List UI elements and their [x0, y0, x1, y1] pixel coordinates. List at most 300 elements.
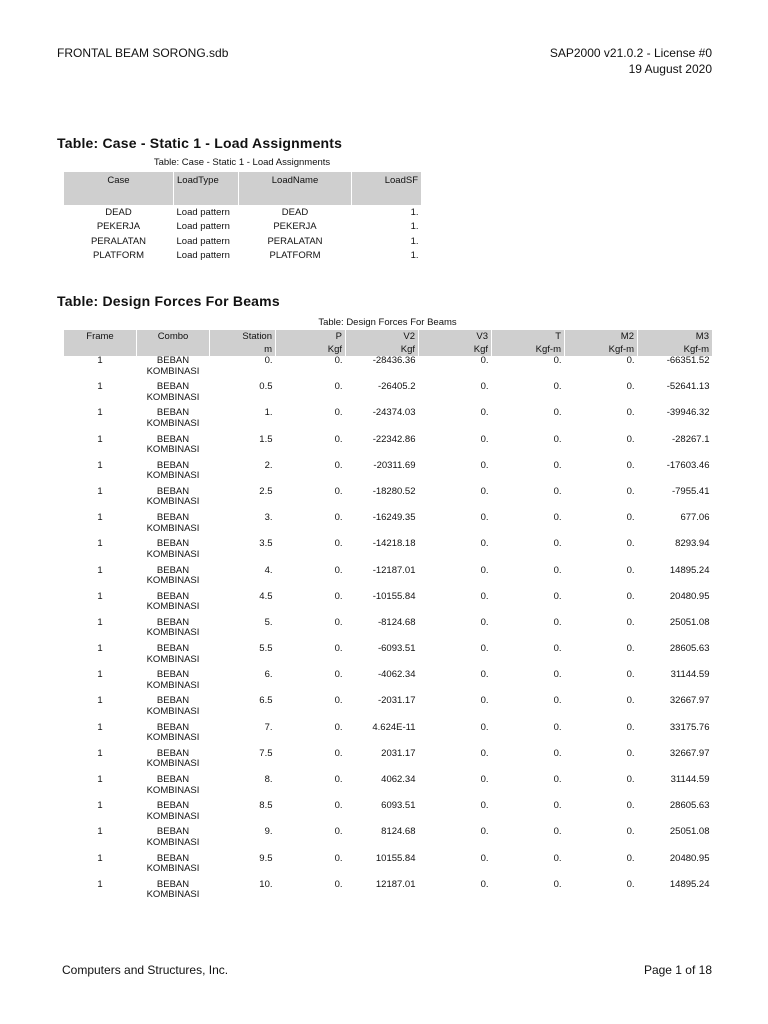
combo-line-2: KOMBINASI	[146, 836, 200, 848]
combo-line-1: BEBAN	[156, 800, 190, 812]
table-row	[64, 618, 713, 644]
combo-line-1: BEBAN	[156, 590, 190, 602]
load-assignments-heading: Table: Case - Static 1 - Load Assignments	[57, 135, 343, 151]
column-header: LoadSF	[352, 172, 422, 205]
table-cell: 0.	[264, 355, 273, 366]
table-cell: 32667.97	[669, 747, 710, 759]
table-cell: 0.	[480, 721, 489, 733]
unit-header: m	[210, 343, 276, 356]
combo-line-1: BEBAN	[156, 774, 190, 785]
table-row	[64, 461, 713, 487]
table-header-row	[64, 330, 713, 343]
table-cell: 1	[97, 355, 103, 366]
combo-line-2: KOMBINASI	[146, 496, 200, 508]
combo-line-1: BEBAN	[156, 695, 190, 707]
table-cell: 0.	[553, 538, 562, 550]
table-cell: -7955.41	[671, 485, 710, 497]
table-cell: 1	[97, 407, 103, 419]
table-cell: 1	[97, 643, 103, 655]
load-assignments-table	[63, 172, 422, 263]
column-header: P	[276, 330, 346, 343]
table-cell: -8124.68	[377, 616, 416, 628]
combo-cell	[137, 461, 210, 487]
table-cell: 1	[97, 669, 103, 681]
combo-line-2: KOMBINASI	[146, 575, 200, 586]
table-cell: 0.	[334, 774, 343, 785]
table-cell: 0.	[626, 721, 635, 733]
combo-line-2: KOMBINASI	[146, 732, 200, 744]
combo-line-1: BEBAN	[156, 878, 190, 890]
table-cell: 3.5	[259, 538, 273, 550]
table-cell: 0.	[626, 616, 635, 628]
table-cell: 0.	[553, 485, 562, 497]
table-cell: 6093.51	[381, 800, 416, 812]
combo-line-2: KOMBINASI	[146, 889, 200, 901]
column-header: Combo	[137, 330, 210, 343]
table-cell: -2031.17	[377, 695, 416, 707]
table-cell: 1	[97, 721, 103, 733]
table-cell: 4.5	[259, 590, 273, 602]
table-cell: 0.	[553, 355, 562, 366]
table-cell: 0.	[626, 878, 635, 890]
table-cell: 14895.24	[669, 878, 710, 890]
table-cell: -16249.35	[372, 512, 416, 524]
table-cell: 0.	[626, 774, 635, 785]
table-cell: 0.	[480, 590, 489, 602]
combo-line-1: BEBAN	[156, 747, 190, 759]
combo-cell	[137, 435, 210, 461]
table-cell: 0.	[626, 747, 635, 759]
table-cell: 0.	[553, 800, 562, 812]
table-cell: 1	[97, 459, 103, 471]
table-cell: 0.	[480, 355, 489, 366]
table-cell: 1	[97, 564, 103, 576]
table-cell: -18280.52	[372, 485, 416, 497]
table-cell: 1.	[410, 250, 419, 262]
table-cell: 20480.95	[669, 852, 710, 864]
combo-line-1: BEBAN	[156, 433, 190, 445]
combo-line-1: BEBAN	[156, 852, 190, 864]
table-row	[64, 644, 713, 670]
table-row	[64, 801, 713, 827]
table-cell: 0.	[334, 512, 343, 524]
table-cell: 0.	[480, 459, 489, 471]
table-cell: 1	[97, 747, 103, 759]
table-row	[64, 723, 713, 749]
table-cell: 0.	[626, 538, 635, 550]
table-cell: 1	[97, 852, 103, 864]
table-cell: PLATFORM	[269, 250, 321, 262]
table-cell: 0.	[480, 564, 489, 576]
table-cell: 0.	[480, 407, 489, 419]
table-cell: 1	[97, 381, 103, 393]
column-header: Case	[64, 172, 174, 205]
combo-line-2: KOMBINASI	[146, 679, 200, 691]
table-cell: 0.	[334, 485, 343, 497]
table-cell: 0.	[334, 459, 343, 471]
table-cell: 0.	[626, 459, 635, 471]
table-cell: 0.	[626, 826, 635, 838]
table-cell: 0.	[553, 643, 562, 655]
table-cell: 2.	[264, 459, 273, 471]
combo-line-2: KOMBINASI	[146, 365, 200, 377]
table-cell: 2.5	[259, 485, 273, 497]
table-row	[64, 775, 713, 801]
unit-header: Kgf	[346, 343, 419, 356]
combo-line-1: BEBAN	[156, 643, 190, 655]
combo-cell	[137, 592, 210, 618]
combo-line-1: BEBAN	[156, 381, 190, 393]
combo-line-1: BEBAN	[156, 538, 190, 550]
combo-line-2: KOMBINASI	[146, 758, 200, 770]
table-cell: 28605.63	[669, 643, 710, 655]
table-cell: 0.	[334, 669, 343, 681]
table-cell: 5.5	[259, 643, 273, 655]
table-cell: 0.	[334, 590, 343, 602]
combo-line-2: KOMBINASI	[146, 784, 200, 796]
table-cell: 10.	[259, 878, 273, 890]
table-cell: 0.	[334, 852, 343, 864]
table-cell: 0.	[480, 381, 489, 393]
combo-cell	[137, 670, 210, 696]
table-cell: 28605.63	[669, 800, 710, 812]
table-cell: 0.	[480, 616, 489, 628]
table-cell: 0.	[553, 774, 562, 785]
table-cell: 7.5	[259, 747, 273, 759]
table-cell: 0.	[626, 433, 635, 445]
combo-cell	[137, 775, 210, 801]
table-cell: 20480.95	[669, 590, 710, 602]
table-cell: 0.	[553, 852, 562, 864]
table-cell: 0.	[553, 407, 562, 419]
table-cell: 0.	[626, 852, 635, 864]
table-cell: 0.	[626, 485, 635, 497]
combo-cell	[137, 801, 210, 827]
table-row	[64, 234, 422, 249]
combo-line-2: KOMBINASI	[146, 863, 200, 875]
combo-line-1: BEBAN	[156, 485, 190, 497]
table-cell: 8.	[264, 774, 273, 785]
combo-cell	[137, 539, 210, 565]
table-cell: 0.	[553, 721, 562, 733]
company-name: Computers and Structures, Inc.	[62, 963, 229, 977]
table-cell: 0.	[553, 564, 562, 576]
table-cell: 0.	[334, 695, 343, 707]
combo-line-2: KOMBINASI	[146, 705, 200, 717]
table-cell: 0.	[553, 669, 562, 681]
table-cell: 0.	[334, 616, 343, 628]
file-name: FRONTAL BEAM SORONG.sdb	[57, 46, 229, 60]
table-cell: 12187.01	[375, 878, 416, 890]
table-cell: 0.	[480, 643, 489, 655]
column-header: Station	[210, 330, 276, 343]
table-row	[64, 854, 713, 880]
table-cell: 9.	[264, 826, 273, 838]
table-cell: -10155.84	[372, 590, 416, 602]
combo-cell	[137, 487, 210, 513]
table-cell: 0.	[626, 669, 635, 681]
table-cell: DEAD	[105, 206, 132, 218]
table-cell: 0.	[626, 564, 635, 576]
combo-cell	[137, 644, 210, 670]
table-cell: Load pattern	[176, 250, 230, 262]
table-cell: 0.	[553, 590, 562, 602]
combo-line-2: KOMBINASI	[146, 444, 200, 456]
table-cell: 0.	[626, 355, 635, 366]
table-cell: 6.	[264, 669, 273, 681]
table-cell: -66351.52	[666, 355, 710, 366]
table-cell: 1	[97, 774, 103, 785]
table-row	[64, 539, 713, 565]
table-cell: PERALATAN	[267, 235, 323, 247]
combo-cell	[137, 696, 210, 722]
table-cell: 0.	[334, 878, 343, 890]
table-row	[64, 205, 422, 220]
unit-header: Kgf-m	[638, 343, 713, 356]
program-info	[550, 45, 712, 77]
table-row	[64, 487, 713, 513]
table-cell: 1	[97, 512, 103, 524]
design-forces-caption: Table: Design Forces For Beams	[318, 317, 457, 328]
table-cell: 0.	[553, 747, 562, 759]
table-cell: -39946.32	[666, 407, 710, 419]
table-cell: 1.	[410, 206, 419, 218]
table-cell: 0.	[553, 616, 562, 628]
combo-line-1: BEBAN	[156, 407, 190, 419]
table-cell: 0.	[334, 747, 343, 759]
column-header: Frame	[64, 330, 137, 343]
table-row	[64, 880, 713, 906]
table-cell: 0.	[480, 878, 489, 890]
combo-cell	[137, 382, 210, 408]
table-cell: 0.	[626, 590, 635, 602]
table-cell: -6093.51	[377, 643, 416, 655]
table-cell: 10155.84	[375, 852, 416, 864]
table-cell: -28436.36	[372, 355, 416, 366]
table-cell: 0.	[334, 381, 343, 393]
table-cell: 25051.08	[669, 616, 710, 628]
combo-line-1: BEBAN	[156, 826, 190, 838]
table-cell: 0.	[334, 564, 343, 576]
table-cell: 0.	[480, 433, 489, 445]
table-cell: 1	[97, 433, 103, 445]
table-cell: 14895.24	[669, 564, 710, 576]
unit-header: Kgf	[276, 343, 346, 356]
table-cell: 6.5	[259, 695, 273, 707]
program-version: SAP2000 v21.0.2 - License #0	[549, 46, 712, 60]
table-row	[64, 408, 713, 434]
table-row	[64, 827, 713, 853]
table-cell: 1.	[264, 407, 273, 419]
table-cell: 1	[97, 538, 103, 550]
table-cell: -4062.34	[377, 669, 416, 681]
table-cell: 0.	[334, 800, 343, 812]
combo-line-1: BEBAN	[156, 564, 190, 576]
table-cell: 0.	[626, 512, 635, 524]
load-assignments-caption: Table: Case - Static 1 - Load Assignments	[153, 157, 331, 168]
table-cell: 1.5	[259, 433, 273, 445]
unit-header: Kgf-m	[492, 343, 565, 356]
table-cell: PERALATAN	[90, 235, 147, 247]
table-cell: 25051.08	[669, 826, 710, 838]
table-cell: 1.	[410, 221, 419, 233]
table-cell: 677.06	[680, 512, 710, 524]
table-cell: 0.	[334, 407, 343, 419]
table-cell: 0.	[334, 538, 343, 550]
table-cell: 1.	[410, 235, 419, 247]
combo-line-2: KOMBINASI	[146, 417, 200, 429]
table-cell: 0.	[480, 800, 489, 812]
table-cell: 0.	[480, 852, 489, 864]
table-cell: 1	[97, 616, 103, 628]
table-cell: 0.	[334, 355, 343, 366]
report-date: 19 August 2020	[628, 62, 712, 76]
table-cell: 4062.34	[381, 774, 416, 785]
table-cell: 5.	[264, 616, 273, 628]
table-cell: 1	[97, 590, 103, 602]
table-row	[64, 670, 713, 696]
table-cell: 0.	[626, 695, 635, 707]
combo-line-2: KOMBINASI	[146, 653, 200, 665]
table-cell: 31144.59	[670, 669, 710, 681]
table-cell: Load pattern	[176, 206, 230, 218]
column-header: M3	[638, 330, 713, 343]
combo-cell	[137, 618, 210, 644]
combo-cell	[137, 880, 210, 906]
combo-line-2: KOMBINASI	[146, 470, 200, 482]
table-row	[64, 220, 422, 235]
table-row	[64, 435, 713, 461]
table-cell: 0.	[480, 695, 489, 707]
table-cell: Load pattern	[176, 221, 230, 233]
table-cell: Load pattern	[176, 235, 230, 247]
table-cell: -14218.18	[372, 538, 416, 550]
table-cell: 0.	[553, 433, 562, 445]
combo-line-2: KOMBINASI	[146, 522, 200, 534]
table-cell: 0.	[480, 669, 489, 681]
table-cell: 0.	[553, 512, 562, 524]
table-cell: -22342.86	[372, 433, 416, 445]
table-cell: 8.5	[259, 800, 273, 812]
unit-header: Kgf	[419, 343, 492, 356]
combo-cell	[137, 513, 210, 539]
table-cell: 0.	[480, 826, 489, 838]
table-cell: 0.	[553, 459, 562, 471]
table-cell: 1	[97, 826, 103, 838]
combo-line-2: KOMBINASI	[146, 627, 200, 639]
column-header: V2	[346, 330, 419, 343]
table-cell: 0.	[626, 800, 635, 812]
table-cell: -20311.69	[373, 459, 416, 471]
table-cell: 0.	[334, 643, 343, 655]
combo-line-1: BEBAN	[156, 721, 190, 733]
table-cell: 0.	[553, 878, 562, 890]
table-cell: 31144.59	[670, 774, 710, 785]
combo-line-1: BEBAN	[156, 616, 190, 628]
design-forces-heading: Table: Design Forces For Beams	[57, 293, 280, 309]
table-cell: -12187.01	[372, 564, 416, 576]
page-number: Page 1 of 18	[643, 963, 712, 977]
table-cell: 32667.97	[669, 695, 710, 707]
combo-line-2: KOMBINASI	[146, 391, 200, 403]
combo-line-1: BEBAN	[156, 459, 190, 471]
combo-line-2: KOMBINASI	[146, 548, 200, 560]
combo-cell	[137, 566, 210, 592]
table-cell: 33175.76	[669, 721, 710, 733]
table-cell: -28267.1	[671, 433, 710, 445]
table-cell: 0.	[334, 721, 343, 733]
table-cell: 0.	[553, 826, 562, 838]
combo-cell	[137, 854, 210, 880]
table-row	[64, 749, 713, 775]
table-cell: 2031.17	[381, 747, 416, 759]
combo-cell	[137, 356, 210, 382]
table-row	[64, 356, 713, 382]
table-cell: 1	[97, 695, 103, 707]
combo-cell	[137, 408, 210, 434]
table-cell: 0.	[334, 826, 343, 838]
table-cell: -52641.13	[666, 381, 710, 393]
combo-cell	[137, 827, 210, 853]
column-header: M2	[565, 330, 638, 343]
table-cell: -17603.46	[666, 459, 710, 471]
table-cell: PEKERJA	[96, 221, 141, 233]
table-cell: 3.	[264, 512, 273, 524]
combo-line-2: KOMBINASI	[146, 810, 200, 822]
table-cell: 0.	[334, 433, 343, 445]
table-row	[64, 513, 713, 539]
combo-line-1: BEBAN	[156, 355, 190, 366]
table-cell: 0.	[480, 485, 489, 497]
table-cell: 0.	[626, 643, 635, 655]
combo-line-2: KOMBINASI	[146, 601, 200, 613]
combo-line-1: BEBAN	[156, 512, 190, 524]
table-cell: 1	[97, 878, 103, 890]
table-cell: 1	[97, 800, 103, 812]
table-cell: 4.	[264, 564, 273, 576]
table-cell: 0.5	[259, 381, 273, 393]
table-cell: 0.	[553, 695, 562, 707]
table-cell: 0.	[626, 407, 635, 419]
column-header: LoadName	[239, 172, 352, 205]
table-cell: DEAD	[281, 206, 309, 218]
table-row	[64, 249, 422, 264]
combo-cell	[137, 723, 210, 749]
table-cell: 8124.68	[381, 826, 416, 838]
table-cell: 7.	[264, 721, 273, 733]
combo-cell	[137, 749, 210, 775]
column-header: LoadType	[174, 172, 239, 205]
table-header-row	[64, 172, 422, 205]
table-cell: 0.	[480, 538, 489, 550]
table-row	[64, 566, 713, 592]
table-cell: 1	[97, 485, 103, 497]
column-header: T	[492, 330, 565, 343]
table-cell: 4.624E-11	[372, 721, 416, 733]
table-cell: 0.	[480, 512, 489, 524]
table-cell: 0.	[626, 381, 635, 393]
table-cell: 0.	[480, 774, 489, 785]
table-cell: -26405.2	[377, 381, 416, 393]
table-cell: 8293.94	[675, 538, 710, 550]
table-cell: 0.	[480, 747, 489, 759]
table-row	[64, 696, 713, 722]
table-row	[64, 592, 713, 618]
table-cell: 0.	[553, 381, 562, 393]
column-header: V3	[419, 330, 492, 343]
table-cell: 9.5	[259, 852, 273, 864]
table-cell: -24374.03	[372, 407, 416, 419]
